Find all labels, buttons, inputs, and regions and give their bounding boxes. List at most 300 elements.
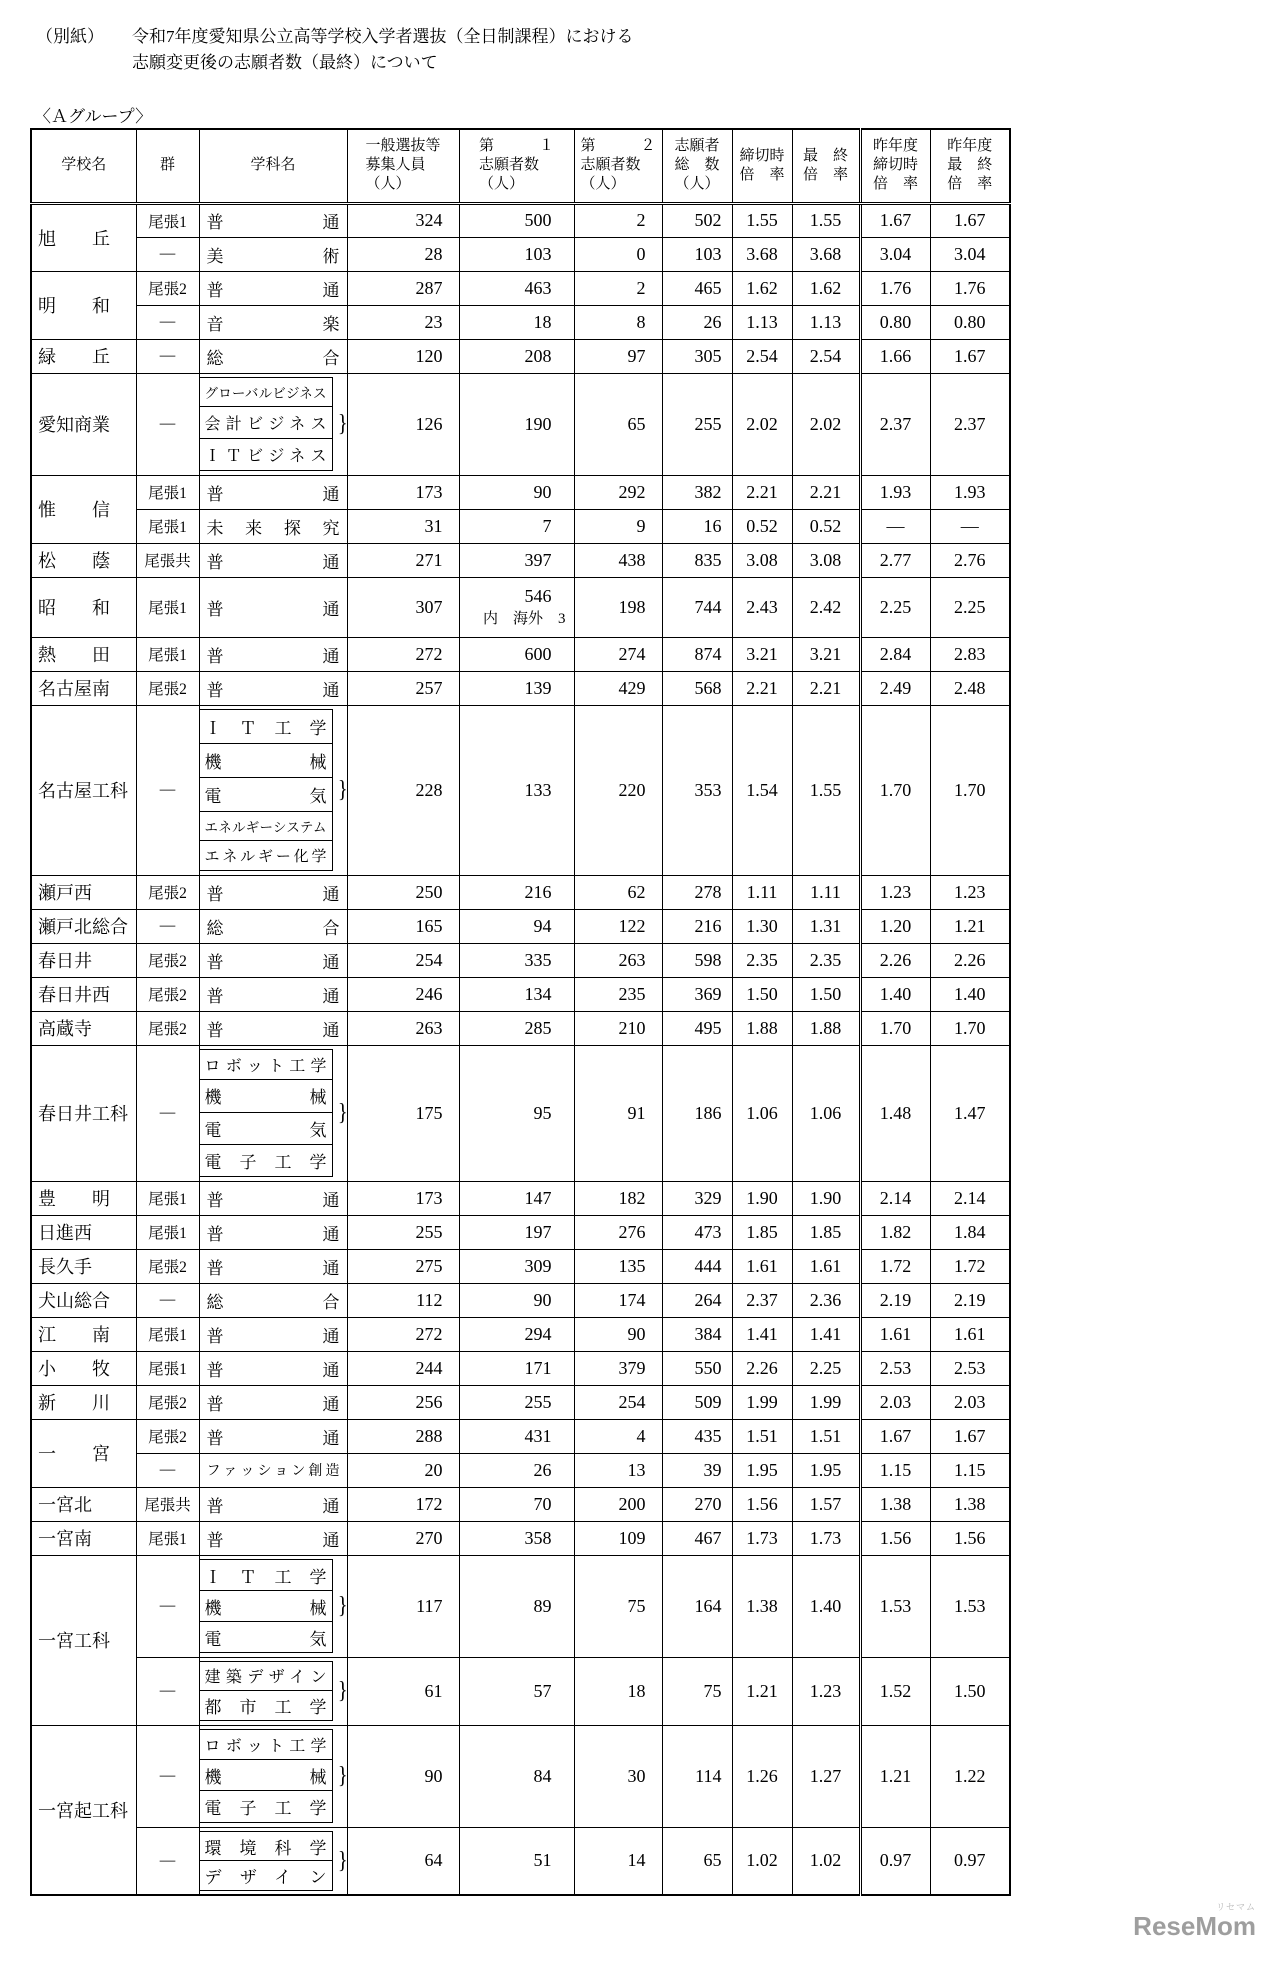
cell-second-choice-applicants xyxy=(574,203,662,237)
department-name: 未来探究 xyxy=(206,518,340,538)
cell-value: 329 xyxy=(694,1187,722,1208)
header-line: 第 １ xyxy=(478,138,554,155)
cell-final-ratio: 1.90 xyxy=(792,1181,860,1215)
cell-lastyear-deadline-ratio: 2.53 xyxy=(860,1351,930,1385)
cell-lastyear-final-ratio: 1.23 xyxy=(930,875,1010,909)
header-line: 倍 率 xyxy=(739,166,785,183)
cell-value: 235 xyxy=(618,983,646,1004)
school-name: 日進西 xyxy=(38,1223,92,1243)
department-name: 美術 xyxy=(206,246,340,266)
header-line: 最 終 xyxy=(802,147,848,164)
cell-lastyear-final-ratio: 1.56 xyxy=(930,1521,1010,1555)
cell-department xyxy=(199,577,347,637)
cell-value: 435 xyxy=(694,1425,722,1446)
cell-capacity xyxy=(347,339,459,373)
cell-final-ratio: 1.85 xyxy=(792,1215,860,1249)
cell-value: 8 xyxy=(636,311,646,332)
cell-second-choice-applicants xyxy=(574,1657,662,1725)
cell-value: 28 xyxy=(424,243,443,264)
table-row xyxy=(31,543,1010,577)
cell-value: 64 xyxy=(424,1850,443,1871)
cell-value: 2 xyxy=(636,210,646,230)
cell-second-choice-applicants xyxy=(574,1249,662,1283)
school-name: 惟 信 xyxy=(38,500,110,520)
cell-second-choice-applicants xyxy=(574,909,662,943)
cell-final-ratio: 3.21 xyxy=(792,637,860,671)
cell-first-choice-applicants xyxy=(459,705,574,875)
cell-final-ratio: 1.02 xyxy=(792,1827,860,1895)
cell-capacity xyxy=(347,875,459,909)
header-line: （人） xyxy=(674,176,720,193)
table-row xyxy=(31,875,1010,909)
cell-district-group: 尾張2 xyxy=(136,1249,199,1283)
cell-capacity xyxy=(347,1657,459,1725)
cell-value: 62 xyxy=(627,881,646,902)
department-name: 普通 xyxy=(206,1020,340,1040)
cell-department xyxy=(199,1283,347,1317)
cell-district-group: 尾張2 xyxy=(136,271,199,305)
cell-value: 465 xyxy=(694,277,722,298)
cell-lastyear-final-ratio: 1.47 xyxy=(930,1045,1010,1181)
cell-second-choice-applicants xyxy=(574,637,662,671)
table-row xyxy=(31,509,1010,543)
cell-district-group: ― xyxy=(136,237,199,271)
column-header-label xyxy=(873,137,918,194)
cell-value: 495 xyxy=(694,1017,722,1038)
school-name: 高蔵寺 xyxy=(38,1019,92,1039)
cell-department xyxy=(199,977,347,1011)
school-name: 一宮起工科 xyxy=(38,1800,128,1821)
cell-first-choice-applicants xyxy=(459,1385,574,1419)
department-name: ＩＴビジネス xyxy=(204,448,327,465)
cell-total-applicants xyxy=(662,305,732,339)
cell-deadline-ratio: 2.35 xyxy=(732,943,792,977)
cell-district-group: ― xyxy=(136,705,199,875)
cell-value: 502 xyxy=(694,210,722,230)
table-row xyxy=(31,943,1010,977)
cell-district-group: ― xyxy=(136,1657,199,1725)
cell-district-group: 尾張共 xyxy=(136,1487,199,1521)
table-row xyxy=(31,203,1010,237)
cell-value: 31 xyxy=(424,515,443,536)
cell-value: 114 xyxy=(695,1765,722,1786)
table-row xyxy=(31,1827,1010,1895)
department-box xyxy=(200,1590,333,1622)
cell-value: 18 xyxy=(533,311,552,332)
cell-value: 120 xyxy=(415,345,443,366)
cell-value: 20 xyxy=(424,1459,443,1480)
column-header-label xyxy=(580,137,655,194)
cell-lastyear-deadline-ratio: 2.26 xyxy=(860,943,930,977)
cell-value: 26 xyxy=(533,1459,552,1480)
cell-department xyxy=(199,509,347,543)
title-line-2: 志願変更後の志願者数（最終）について xyxy=(132,53,438,72)
cell-department xyxy=(199,1657,347,1725)
cell-deadline-ratio: 1.55 xyxy=(732,203,792,237)
school-name: 長久手 xyxy=(38,1257,92,1277)
department-box xyxy=(200,743,333,778)
column-header-first xyxy=(459,129,574,203)
cell-final-ratio: 2.21 xyxy=(792,671,860,705)
cell-department xyxy=(199,637,347,671)
department-name: 普通 xyxy=(206,1326,340,1346)
cell-deadline-ratio: 1.99 xyxy=(732,1385,792,1419)
cell-first-choice-applicants xyxy=(459,1181,574,1215)
cell-lastyear-final-ratio: 2.14 xyxy=(930,1181,1010,1215)
cell-second-choice-applicants xyxy=(574,875,662,909)
cell-deadline-ratio: 1.06 xyxy=(732,1045,792,1181)
cell-lastyear-final-ratio: 2.19 xyxy=(930,1283,1010,1317)
cell-final-ratio: 1.61 xyxy=(792,1249,860,1283)
department-group xyxy=(200,1831,333,1891)
cell-capacity xyxy=(347,1385,459,1419)
table-row xyxy=(31,1215,1010,1249)
cell-value: 255 xyxy=(524,1391,552,1412)
cell-district-group: 尾張1 xyxy=(136,509,199,543)
cell-first-choice-applicants xyxy=(459,373,574,475)
column-header-label xyxy=(803,147,848,185)
cell-value: 103 xyxy=(694,243,722,264)
department-name: 普通 xyxy=(206,1530,340,1550)
cell-department xyxy=(199,1521,347,1555)
cell-school-name xyxy=(31,1317,136,1351)
cell-first-choice-applicants xyxy=(459,875,574,909)
cell-second-choice-applicants xyxy=(574,1725,662,1827)
cell-value: 467 xyxy=(694,1527,722,1548)
cell-second-choice-applicants xyxy=(574,305,662,339)
column-header-label xyxy=(250,156,295,175)
cell-total-applicants xyxy=(662,671,732,705)
cell-school-name xyxy=(31,1181,136,1215)
group-a-heading: 〈Ａグループ〉 xyxy=(34,107,153,126)
cell-lastyear-deadline-ratio: 1.70 xyxy=(860,1011,930,1045)
cell-lastyear-final-ratio: 1.21 xyxy=(930,909,1010,943)
school-name: 一 宮 xyxy=(38,1444,110,1464)
cell-total-applicants xyxy=(662,1657,732,1725)
department-name: 電気 xyxy=(204,1629,327,1649)
department-box xyxy=(200,1621,333,1653)
department-box xyxy=(200,709,333,744)
cell-school-name xyxy=(31,271,136,339)
cell-district-group: 尾張1 xyxy=(136,577,199,637)
cell-value: 175 xyxy=(415,1102,443,1123)
cell-lastyear-deadline-ratio: 3.04 xyxy=(860,237,930,271)
department-name: 総合 xyxy=(206,348,340,368)
department-box xyxy=(200,1144,333,1177)
cell-value: 228 xyxy=(415,779,443,800)
cell-lastyear-final-ratio: 1.93 xyxy=(930,475,1010,509)
cell-value: 190 xyxy=(524,413,552,434)
cell-final-ratio: 1.88 xyxy=(792,1011,860,1045)
cell-value: 165 xyxy=(415,915,443,936)
column-header-department xyxy=(199,129,347,203)
table-row xyxy=(31,1181,1010,1215)
table-row xyxy=(31,1317,1010,1351)
header-line: 昨年度 xyxy=(872,138,918,155)
table-row xyxy=(31,1657,1010,1725)
cell-final-ratio: 1.23 xyxy=(792,1657,860,1725)
cell-final-ratio: 1.11 xyxy=(792,875,860,909)
department-box xyxy=(200,1049,333,1080)
cell-first-choice-applicants xyxy=(459,1555,574,1657)
cell-lastyear-deadline-ratio: 1.23 xyxy=(860,875,930,909)
cell-total-applicants xyxy=(662,875,732,909)
cell-second-choice-applicants xyxy=(574,543,662,577)
header-line: 募集人員 xyxy=(365,157,426,174)
cell-department xyxy=(199,1249,347,1283)
cell-final-ratio: 3.68 xyxy=(792,237,860,271)
cell-second-choice-applicants xyxy=(574,577,662,637)
cell-district-group: 尾張2 xyxy=(136,1385,199,1419)
cell-district-group: ― xyxy=(136,339,199,373)
cell-value: 288 xyxy=(415,1425,443,1446)
cell-lastyear-deadline-ratio: 1.48 xyxy=(860,1045,930,1181)
cell-deadline-ratio: 1.54 xyxy=(732,705,792,875)
cell-value: 335 xyxy=(524,949,552,970)
department-name: ロボット工学 xyxy=(204,1058,327,1076)
cell-lastyear-deadline-ratio: 1.76 xyxy=(860,271,930,305)
cell-district-group: ― xyxy=(136,305,199,339)
cell-total-applicants xyxy=(662,1827,732,1895)
cell-value: 263 xyxy=(618,949,646,970)
school-name: 瀬戸北総合 xyxy=(38,917,128,937)
header-line: 志願者 xyxy=(674,138,720,155)
cell-deadline-ratio: 1.41 xyxy=(732,1317,792,1351)
cell-value: 285 xyxy=(524,1017,552,1038)
department-box xyxy=(200,1112,333,1145)
cell-capacity xyxy=(347,305,459,339)
cell-capacity xyxy=(347,543,459,577)
cell-lastyear-final-ratio: 1.50 xyxy=(930,1657,1010,1725)
cell-value: 89 xyxy=(533,1595,552,1616)
department-name: 都市工学 xyxy=(204,1697,327,1717)
cell-school-name xyxy=(31,1419,136,1487)
cell-deadline-ratio: 1.02 xyxy=(732,1827,792,1895)
school-name: 松 蔭 xyxy=(38,551,110,571)
header-line: 群 xyxy=(159,157,175,174)
cell-lastyear-deadline-ratio: 1.61 xyxy=(860,1317,930,1351)
cell-value: 134 xyxy=(524,983,552,1004)
cell-value: 112 xyxy=(416,1289,443,1310)
cell-lastyear-final-ratio: 2.53 xyxy=(930,1351,1010,1385)
school-name: 一宮工科 xyxy=(38,1631,110,1651)
cell-deadline-ratio: 0.52 xyxy=(732,509,792,543)
cell-value: 16 xyxy=(703,515,722,536)
cell-total-applicants xyxy=(662,1521,732,1555)
cell-total-applicants xyxy=(662,1419,732,1453)
cell-school-name xyxy=(31,1283,136,1317)
cell-district-group: 尾張1 xyxy=(136,475,199,509)
cell-second-choice-applicants xyxy=(574,1419,662,1453)
school-name: 江 南 xyxy=(38,1325,110,1345)
cell-deadline-ratio: 1.95 xyxy=(732,1453,792,1487)
department-name: 普通 xyxy=(206,680,340,700)
cell-final-ratio: 1.50 xyxy=(792,977,860,1011)
cell-value: 369 xyxy=(694,983,722,1004)
cell-value: 272 xyxy=(415,643,443,664)
cell-value: 18 xyxy=(627,1680,646,1701)
header-line: 締切時 xyxy=(872,157,918,174)
cell-value: 271 xyxy=(415,549,443,570)
cell-value: 65 xyxy=(703,1850,722,1871)
cell-value: 254 xyxy=(618,1391,646,1412)
department-box xyxy=(200,1079,333,1112)
cell-school-name xyxy=(31,1045,136,1181)
cell-final-ratio: 1.95 xyxy=(792,1453,860,1487)
cell-school-name xyxy=(31,943,136,977)
cell-school-name xyxy=(31,339,136,373)
cell-second-choice-applicants xyxy=(574,977,662,1011)
cell-value: 51 xyxy=(533,1850,552,1871)
school-name: 名古屋南 xyxy=(38,679,110,699)
school-name: 熱 田 xyxy=(38,645,110,665)
cell-deadline-ratio: 1.50 xyxy=(732,977,792,1011)
cell-first-choice-applicants xyxy=(459,543,574,577)
table-row xyxy=(31,475,1010,509)
cell-total-applicants xyxy=(662,339,732,373)
cell-lastyear-final-ratio: 0.80 xyxy=(930,305,1010,339)
cell-final-ratio: 2.54 xyxy=(792,339,860,373)
cell-total-applicants xyxy=(662,203,732,237)
cell-value: 9 xyxy=(636,515,646,536)
school-name: 昭 和 xyxy=(38,598,110,618)
department-name: 普通 xyxy=(206,1190,340,1210)
cell-capacity xyxy=(347,1555,459,1657)
department-box xyxy=(200,1831,333,1862)
cell-lastyear-deadline-ratio: 1.72 xyxy=(860,1249,930,1283)
cell-value: 500 xyxy=(524,210,552,230)
cell-department xyxy=(199,1725,347,1827)
department-box xyxy=(200,1661,333,1691)
cell-department xyxy=(199,1827,347,1895)
cell-first-choice-applicants xyxy=(459,1487,574,1521)
department-name: 普通 xyxy=(206,884,340,904)
cell-district-group: 尾張2 xyxy=(136,943,199,977)
cell-total-applicants xyxy=(662,1011,732,1045)
header-line: 倍 率 xyxy=(802,166,848,183)
cell-deadline-ratio: 2.21 xyxy=(732,475,792,509)
table-row xyxy=(31,305,1010,339)
cell-lastyear-final-ratio: 2.03 xyxy=(930,1385,1010,1419)
cell-deadline-ratio: 1.90 xyxy=(732,1181,792,1215)
cell-final-ratio: 1.40 xyxy=(792,1555,860,1657)
cell-lastyear-final-ratio: 1.53 xyxy=(930,1555,1010,1657)
cell-lastyear-final-ratio: 2.83 xyxy=(930,637,1010,671)
cell-deadline-ratio: 1.56 xyxy=(732,1487,792,1521)
cell-lastyear-final-ratio: 1.84 xyxy=(930,1215,1010,1249)
cell-value: 171 xyxy=(524,1357,552,1378)
cell-district-group: ― xyxy=(136,909,199,943)
cell-value: 264 xyxy=(694,1289,722,1310)
table-row xyxy=(31,1487,1010,1521)
cell-total-applicants xyxy=(662,637,732,671)
department-group xyxy=(200,1049,333,1177)
cell-second-choice-applicants xyxy=(574,705,662,875)
cell-second-choice-applicants xyxy=(574,1283,662,1317)
cell-total-applicants xyxy=(662,1215,732,1249)
cell-value: 172 xyxy=(415,1493,443,1514)
cell-first-choice-applicants xyxy=(459,339,574,373)
cell-capacity xyxy=(347,237,459,271)
department-box xyxy=(200,1729,333,1760)
school-name: 春日井 xyxy=(38,951,92,971)
cell-value: 270 xyxy=(694,1493,722,1514)
cell-final-ratio: 2.21 xyxy=(792,475,860,509)
cell-lastyear-final-ratio: 1.72 xyxy=(930,1249,1010,1283)
cell-capacity xyxy=(347,1827,459,1895)
cell-capacity xyxy=(347,509,459,543)
cell-value: 164 xyxy=(694,1595,722,1616)
cell-deadline-ratio: 1.13 xyxy=(732,305,792,339)
cell-first-choice-applicants xyxy=(459,977,574,1011)
cell-department xyxy=(199,1487,347,1521)
cell-capacity xyxy=(347,977,459,1011)
header-line: 総 数 xyxy=(674,157,720,174)
cell-lastyear-final-ratio: 1.61 xyxy=(930,1317,1010,1351)
cell-first-choice-applicants xyxy=(459,637,574,671)
column-header-school xyxy=(31,129,136,203)
cell-value: 463 xyxy=(524,277,552,298)
department-box xyxy=(200,1690,333,1722)
header-line: 昨年度 xyxy=(947,138,993,155)
cell-lastyear-deadline-ratio: 2.37 xyxy=(860,373,930,475)
cell-first-choice-applicants xyxy=(459,577,574,637)
cell-final-ratio: 1.13 xyxy=(792,305,860,339)
department-name: 普通 xyxy=(206,599,340,619)
department-name: 普通 xyxy=(206,1496,340,1516)
cell-value: 274 xyxy=(618,643,646,664)
cell-school-name xyxy=(31,1487,136,1521)
cell-second-choice-applicants xyxy=(574,1045,662,1181)
cell-total-applicants xyxy=(662,977,732,1011)
cell-lastyear-final-ratio: 0.97 xyxy=(930,1827,1010,1895)
cell-final-ratio: 2.42 xyxy=(792,577,860,637)
cell-final-ratio: 1.57 xyxy=(792,1487,860,1521)
cell-value: 139 xyxy=(524,677,552,698)
cell-lastyear-final-ratio: 1.67 xyxy=(930,1419,1010,1453)
cell-school-name xyxy=(31,875,136,909)
cell-second-choice-applicants xyxy=(574,1215,662,1249)
cell-district-group: ― xyxy=(136,1555,199,1657)
cell-school-name xyxy=(31,203,136,271)
group-brace: } xyxy=(337,777,348,803)
cell-first-choice-applicants xyxy=(459,1283,574,1317)
cell-lastyear-deadline-ratio: 1.66 xyxy=(860,339,930,373)
cell-department xyxy=(199,305,347,339)
cell-department xyxy=(199,1385,347,1419)
cell-value: 14 xyxy=(627,1850,646,1871)
cell-total-applicants xyxy=(662,1487,732,1521)
column-header-label xyxy=(479,137,554,194)
school-name: 春日井工科 xyxy=(38,1104,128,1124)
cell-value: 90 xyxy=(533,1289,552,1310)
group-brace: } xyxy=(337,1678,348,1704)
cell-value: 133 xyxy=(524,779,552,800)
column-header-label xyxy=(947,137,992,194)
cell-value: 307 xyxy=(415,596,443,617)
department-box xyxy=(200,406,333,439)
department-name: 電子工学 xyxy=(204,1152,327,1172)
cell-value: 272 xyxy=(415,1323,443,1344)
cell-district-group: 尾張2 xyxy=(136,1419,199,1453)
cell-department xyxy=(199,943,347,977)
department-name: 普通 xyxy=(206,646,340,666)
cell-school-name xyxy=(31,373,136,475)
cell-value: 135 xyxy=(618,1255,646,1276)
cell-value: 256 xyxy=(415,1391,443,1412)
cell-capacity xyxy=(347,909,459,943)
cell-value: 57 xyxy=(533,1680,552,1701)
